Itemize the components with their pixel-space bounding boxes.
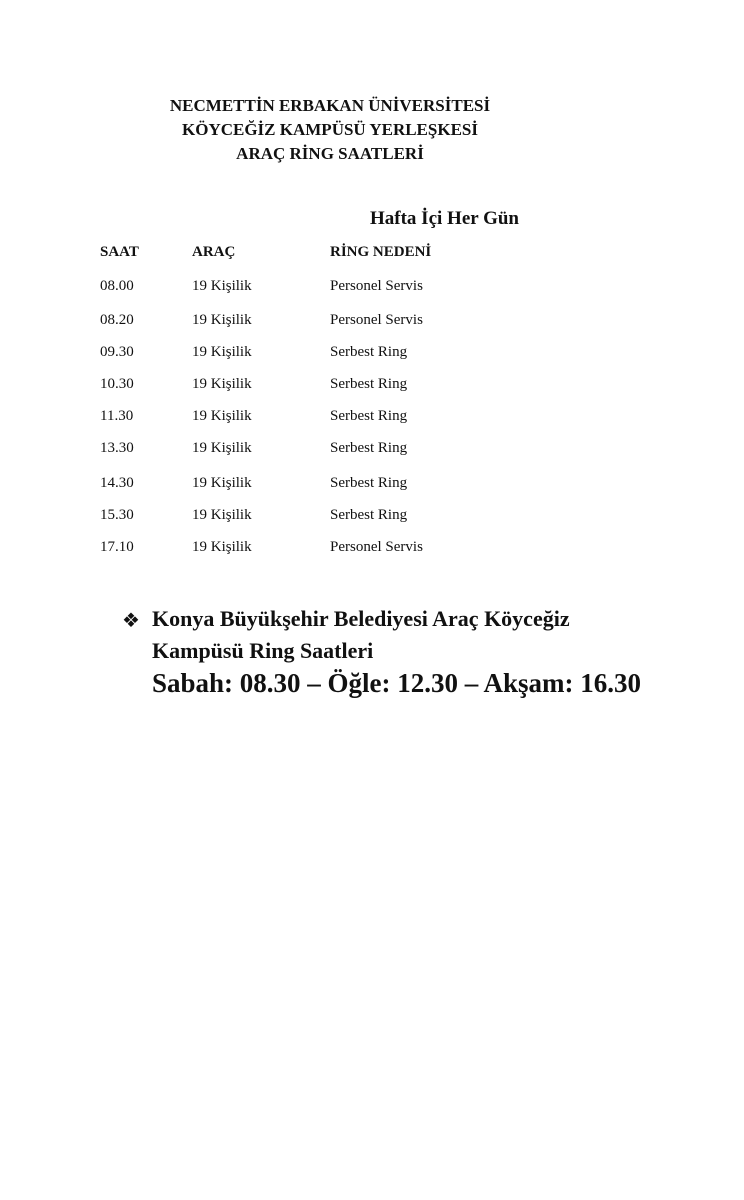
row-vehicle: 19 Kişilik (192, 312, 252, 328)
table-row (0, 312, 744, 334)
column-header-reason: RİNG NEDENİ (330, 244, 432, 260)
table-row (0, 475, 744, 497)
table-row (0, 376, 744, 398)
row-reason: Personel Servis (330, 278, 423, 294)
table-row (0, 278, 744, 300)
row-vehicle: 19 Kişilik (192, 539, 252, 555)
column-header-time: SAAT (100, 244, 139, 260)
note-title-line2: Kampüsü Ring Saatleri (152, 638, 374, 663)
document-header (0, 94, 660, 166)
row-time: 08.20 (100, 312, 134, 328)
row-reason: Personel Servis (330, 312, 423, 328)
row-reason: Serbest Ring (330, 440, 408, 456)
row-reason: Personel Servis (330, 539, 423, 555)
row-time: 17.10 (100, 539, 134, 555)
row-reason: Serbest Ring (330, 344, 408, 360)
row-time: 14.30 (100, 475, 134, 491)
row-vehicle: 19 Kişilik (192, 475, 252, 491)
row-vehicle: 19 Kişilik (192, 408, 252, 424)
university-name: NECMETTİN ERBAKAN ÜNİVERSİTESİ (169, 96, 491, 115)
row-reason: Serbest Ring (330, 408, 408, 424)
row-vehicle: 19 Kişilik (192, 278, 252, 294)
document-title: ARAÇ RİNG SAATLERİ (236, 144, 424, 163)
row-vehicle: 19 Kişilik (192, 440, 252, 456)
table-row (0, 440, 744, 462)
table-header (0, 244, 744, 266)
row-time: 10.30 (100, 376, 134, 392)
row-time: 09.30 (100, 344, 134, 360)
table-row (0, 507, 744, 529)
row-time: 08.00 (100, 278, 134, 294)
campus-name: KÖYCEĞİZ KAMPÜSÜ YERLEŞKESİ (182, 120, 478, 139)
row-reason: Serbest Ring (330, 475, 408, 491)
row-time: 13.30 (100, 440, 134, 456)
row-reason: Serbest Ring (330, 507, 408, 523)
schedule-heading: Hafta İçi Her Gün (370, 208, 520, 229)
municipality-ring-times: Sabah: 08.30 – Öğle: 12.30 – Akşam: 16.30 (152, 668, 642, 698)
table-row (0, 344, 744, 366)
table-row (0, 539, 744, 561)
row-reason: Serbest Ring (330, 376, 408, 392)
row-time: 11.30 (100, 408, 134, 424)
note-title-line1: Konya Büyükşehir Belediyesi Araç Köyceğiz (152, 606, 570, 631)
row-time: 15.30 (100, 507, 134, 523)
row-vehicle: 19 Kişilik (192, 507, 252, 523)
row-vehicle: 19 Kişilik (192, 344, 252, 360)
column-header-vehicle: ARAÇ (192, 244, 236, 260)
table-row (0, 408, 744, 430)
row-vehicle: 19 Kişilik (192, 376, 252, 392)
diamond-bullet-icon: ❖ (122, 608, 140, 632)
